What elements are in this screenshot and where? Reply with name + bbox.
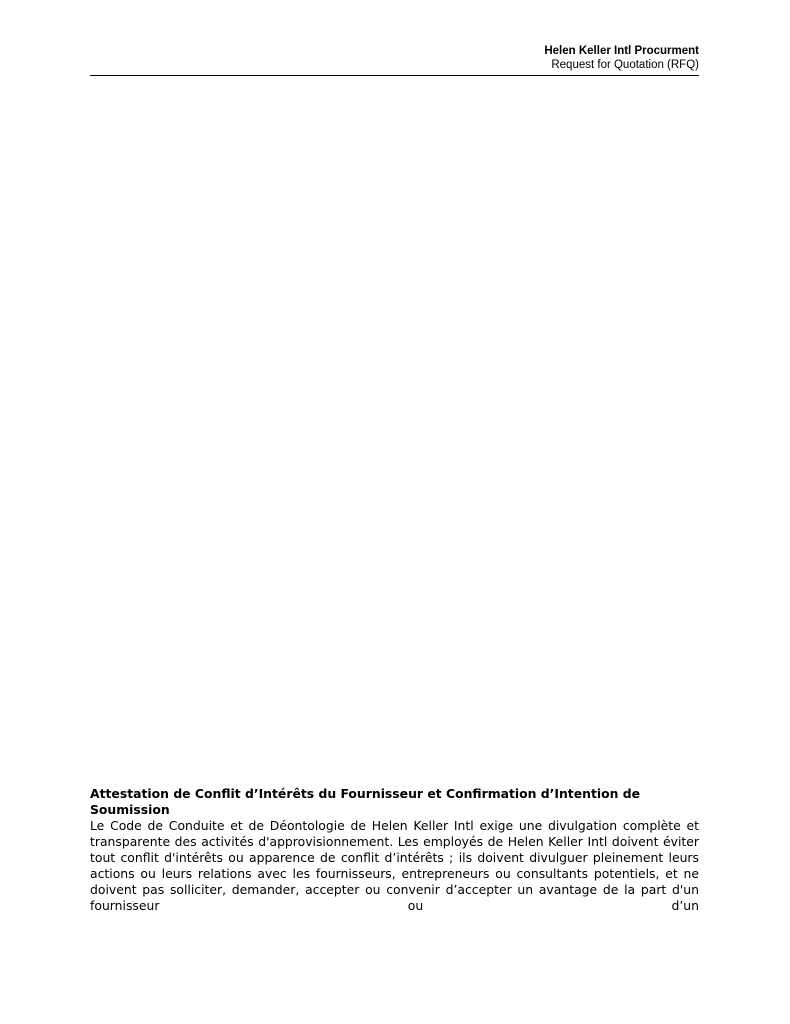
header-organization: Helen Keller Intl Procurment: [544, 45, 699, 57]
section-body: Le Code de Conduite et de Déontologie de Helen Keller Intl exige une divulgation complète et transparente des activités d'approvisionnement. Les employés de Helen Keller Intl doivent éviter tout conflit d'intérêts ou apparence de conflit d’intérêts ; ils doivent divulguer pleinement leurs actions ou leurs relations avec les fournisseurs, entrepreneurs ou consultants potentiels, et ne doivent pas solliciter, demander, accepter ou convenir d’accepter un avantage de la part d'un fournisseur ou d’un: [90, 818, 699, 913]
attestation-section: [90, 786, 699, 914]
header-divider: [90, 75, 699, 76]
header-document-type: Request for Quotation (RFQ): [551, 59, 699, 71]
page-header: [90, 44, 699, 72]
section-title: Attestation de Conflit d’Intérêts du Fournisseur et Confirmation d’Intention de Soumission: [90, 786, 641, 817]
